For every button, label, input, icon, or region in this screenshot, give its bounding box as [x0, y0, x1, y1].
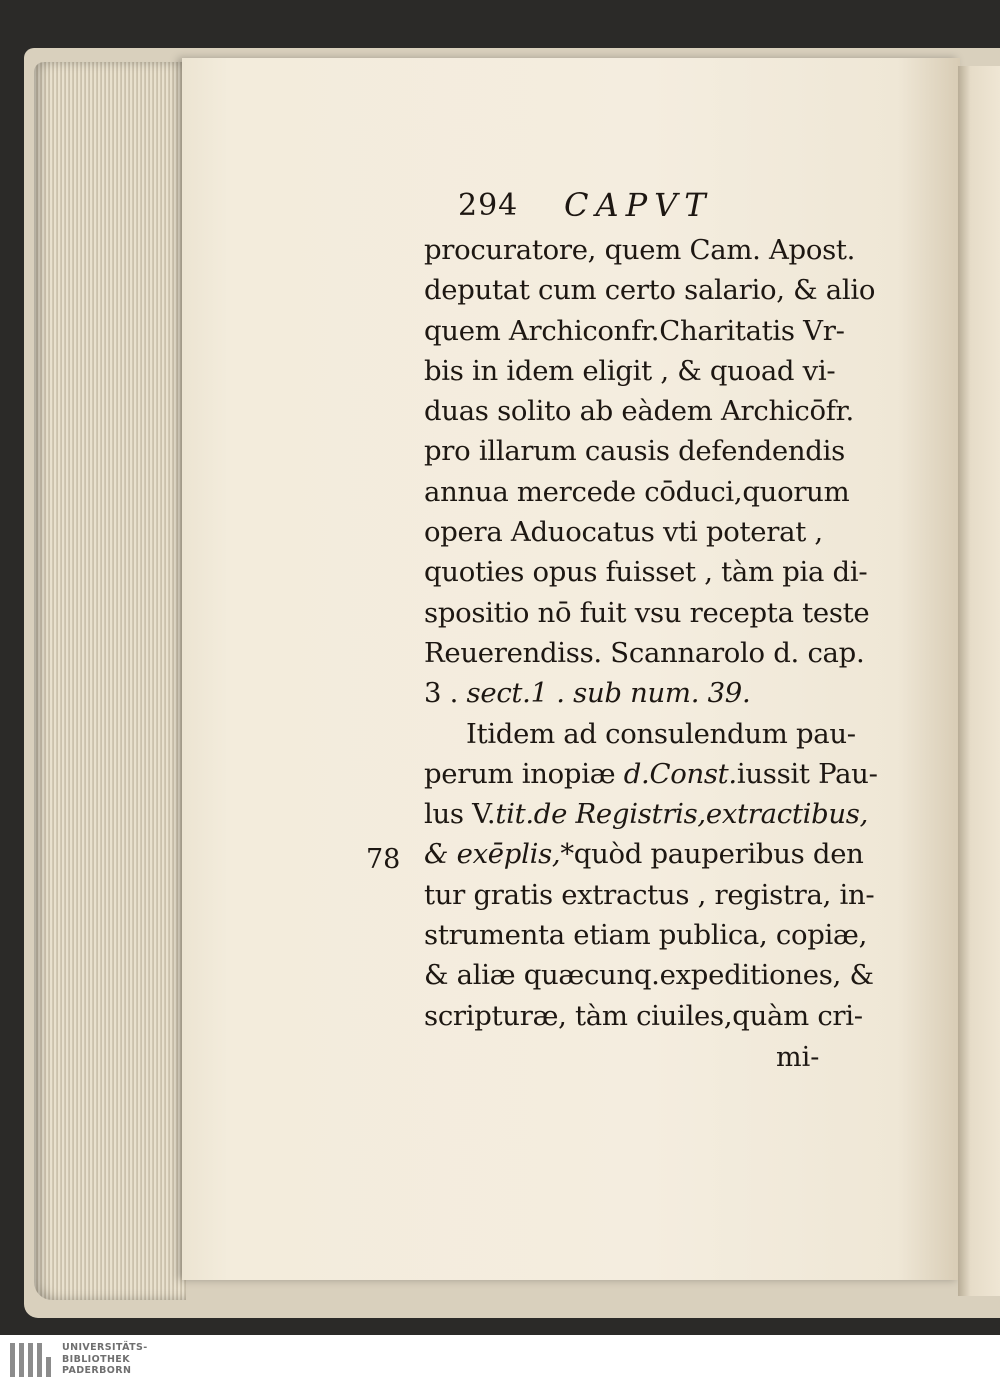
text-line: quem Archiconfr.Charitatis Vr-	[424, 314, 845, 347]
text-line: Reuerendiss. Scannarolo d. cap.	[424, 636, 865, 669]
text-line: opera Aduocatus vti poterat ,	[424, 516, 823, 549]
text-line: duas solito ab eàdem Archicōfr.	[424, 395, 854, 428]
running-head: CAPVT	[564, 186, 713, 224]
text-line: scripturæ, tàm ciuiles,quàm cri-	[424, 999, 863, 1032]
text-line: deputat cum certo salario, & alio	[424, 274, 876, 307]
text-span: *quòd pauperibus den	[560, 838, 864, 871]
margin-number: 78	[366, 844, 401, 875]
citation-italic: d.Const.	[623, 757, 737, 790]
text-line: strumenta etiam publica, copiæ,	[424, 919, 868, 952]
text-span: 3 .	[424, 677, 467, 710]
text-line: & aliæ quæcunq.expeditiones, &	[424, 959, 874, 992]
library-name-line: PADERBORN	[62, 1365, 132, 1376]
library-name-line: UNIVERSITÄTS-	[62, 1342, 148, 1353]
citation-italic: & exēplis,	[424, 838, 561, 871]
text-line: quoties opus fuisset , tàm pia di-	[424, 556, 868, 589]
citation-italic: sect.1 . sub num. 39.	[466, 677, 751, 710]
text-line: annua mercede cōduci,quorum	[424, 475, 850, 508]
text-span: iussit Pau-	[736, 757, 878, 790]
text-line: tur gratis extractus , registra, in-	[424, 878, 875, 911]
facing-page-edge	[958, 66, 1000, 1296]
paragraph-start: Itidem ad consulendum pau-	[466, 717, 856, 750]
text-line: bis in idem eligit , & quoad vi-	[424, 354, 836, 387]
text-span: perum inopiæ	[424, 757, 624, 790]
text-line	[424, 673, 894, 713]
library-name	[62, 1342, 148, 1377]
library-name-line: BIBLIOTHEK	[62, 1353, 130, 1365]
text-line: spositio nō fuit vsu recepta teste	[424, 596, 870, 629]
citation-italic: tit.de Registris,extractibus,	[495, 798, 869, 831]
page-header	[424, 186, 894, 230]
text-line	[424, 754, 894, 794]
fore-edge	[34, 62, 186, 1300]
footer-bar	[0, 1335, 1000, 1385]
text-span: lus V.	[424, 798, 496, 831]
text-line: procuratore, quem Cam. Apost.	[424, 234, 856, 266]
page-text	[424, 186, 894, 1078]
catchword: mi-	[776, 1041, 820, 1073]
text-line	[424, 834, 894, 874]
text-line: pro illarum causis defendendis	[424, 435, 845, 468]
page-number: 294	[458, 188, 519, 223]
library-logo-icon	[10, 1343, 52, 1377]
text-line	[424, 794, 894, 834]
